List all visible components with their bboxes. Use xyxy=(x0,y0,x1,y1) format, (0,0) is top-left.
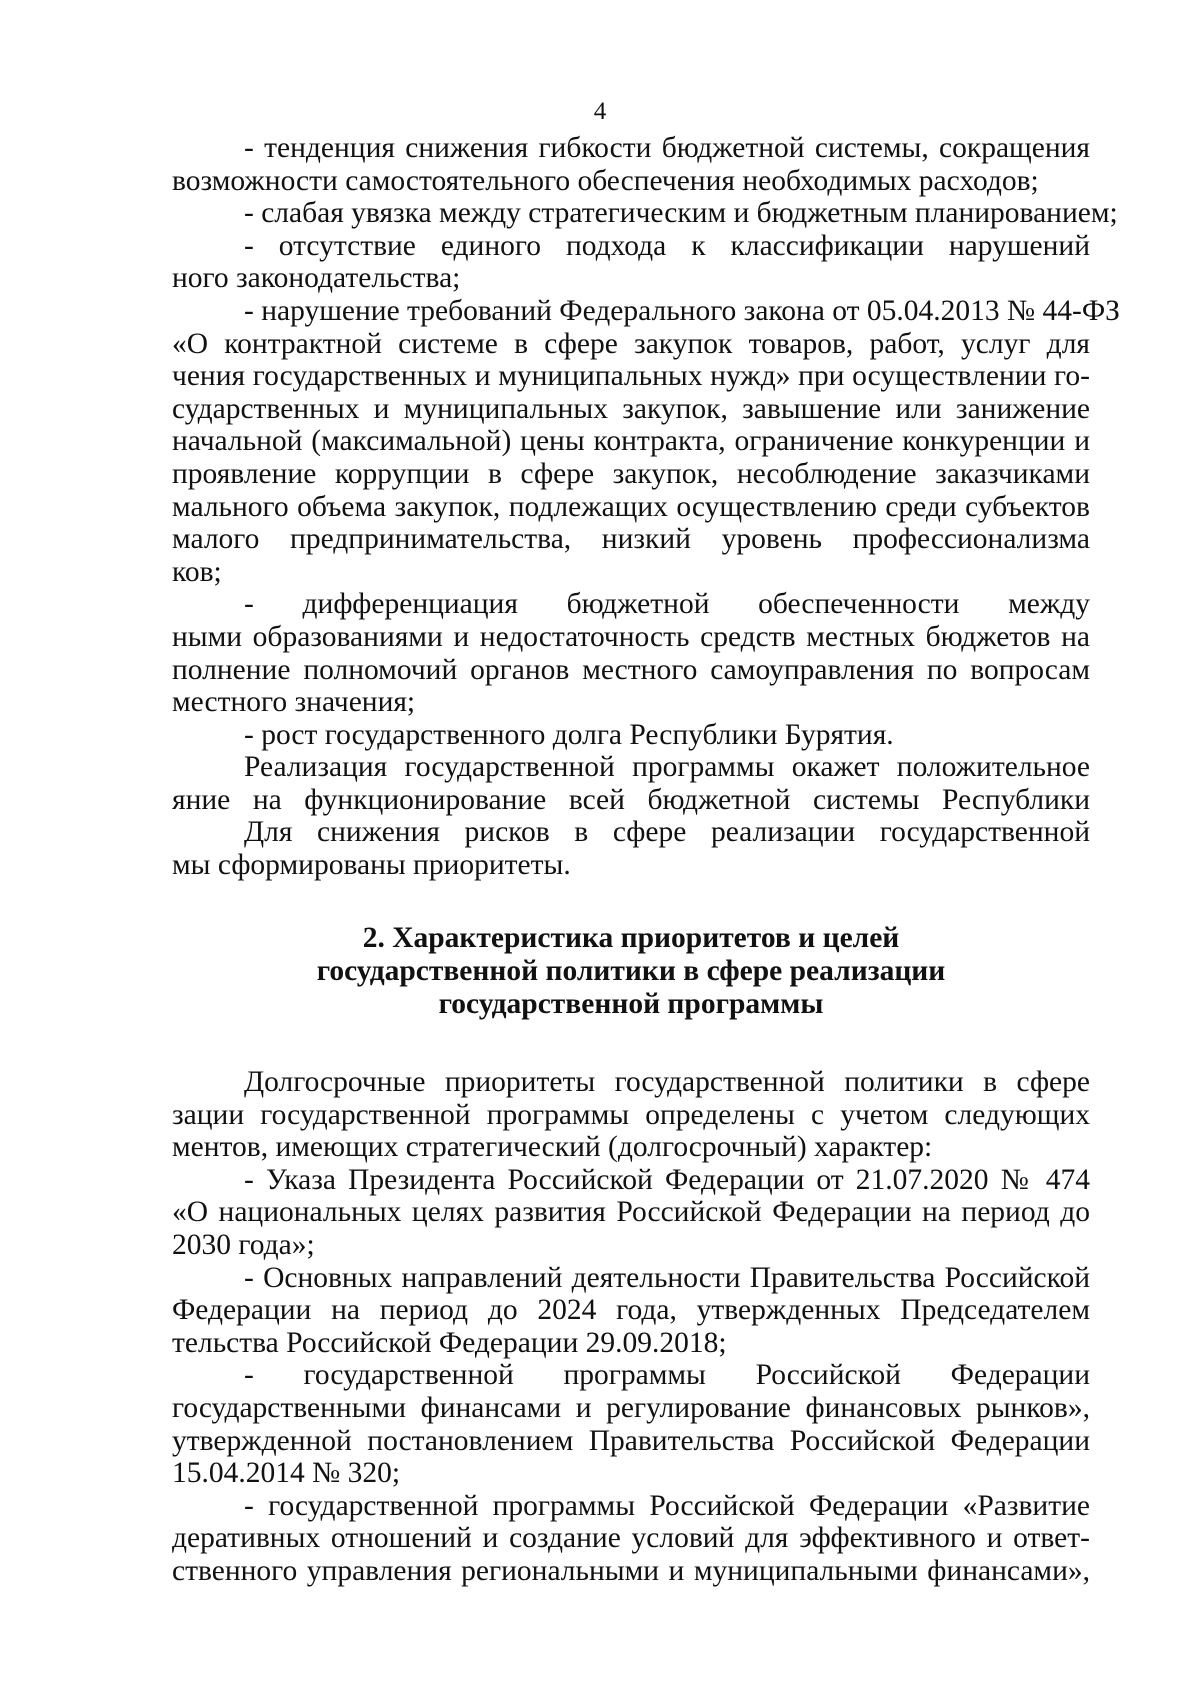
text-line: - слабая увязка между стратегическим и бюджетным планированием; xyxy=(244,197,1118,230)
text-line: - нарушение требований Федерального закона от 05.04.2013 № 44-ФЗ xyxy=(244,294,1120,327)
text-line: возможности самостоятельного обеспечения необходимых расходов; xyxy=(172,164,1039,197)
page-number: 4 xyxy=(593,98,607,125)
heading-line: государственной политики в сфере реализации xyxy=(316,955,946,987)
text-line: - тенденция снижения гибкости бюджетной системы, сокращения xyxy=(244,132,1090,164)
text-line: мального объема закупок, подлежащих осуществлению среди субъектов xyxy=(172,490,1090,523)
text-line: «О национальных целях развития Российской Федерации на период до xyxy=(172,1196,1090,1229)
text-line: ного законодательства; xyxy=(172,262,461,295)
text-line: - государственной программы Российской Федерации xyxy=(244,1359,1090,1392)
text-line: 2030 года»; xyxy=(172,1228,315,1261)
text-line: - государственной программы Российской Федерации «Развитие xyxy=(244,1489,1090,1522)
text-line: малого предпринимательства, низкий уровень профессионализма xyxy=(172,523,1090,556)
text-line: - Указа Президента Российской Федерации от 21.07.2020 № 474 xyxy=(244,1163,1090,1196)
text-line: ков; xyxy=(172,555,222,588)
text-line: сударственных и муниципальных закупок, завышение или занижение xyxy=(172,392,1090,425)
heading-line: государственной программы xyxy=(438,988,824,1020)
text-line: местного значения; xyxy=(172,686,416,719)
text-line: зации государственной программы определены с учетом следующих xyxy=(172,1098,1090,1131)
text-line: чения государственных и муниципальных нужд» при осуществлении го- xyxy=(172,360,1090,393)
text-line: деративных отношений и создание условий для эффективного и ответ- xyxy=(172,1522,1090,1555)
text-line: ментов, имеющих стратегический (долгосрочный) характер: xyxy=(172,1131,933,1164)
text-line: Для снижения рисков в сфере реализации государственной xyxy=(244,816,1090,849)
text-line: утвержденной постановлением Правительства Российской Федерации xyxy=(172,1424,1090,1457)
text-line: Федерации на период до 2024 года, утвержденных Председателем xyxy=(172,1294,1090,1327)
text-line: - отсутствие единого подхода к классификации нарушений xyxy=(244,229,1090,262)
priorities-section xyxy=(172,1066,1090,1588)
text-line: ными образованиями и недостаточность средств местных бюджетов на xyxy=(172,620,1090,653)
heading-line: 2. Характеристика приоритетов и целей xyxy=(362,922,900,954)
text-line: - рост государственного долга Республики Бурятия. xyxy=(244,718,894,751)
text-line: - дифференциация бюджетной обеспеченности между xyxy=(244,588,1090,621)
text-line: начальной (максимальной) цены контракта, ограничение конкуренции и xyxy=(172,425,1090,458)
text-line: - Основных направлений деятельности Правительства Российской xyxy=(244,1261,1090,1294)
text-line: проявление коррупции в сфере закупок, несоблюдение заказчиками xyxy=(172,457,1090,490)
text-line: Долгосрочные приоритеты государственной политики в сфере xyxy=(244,1066,1090,1098)
section-heading xyxy=(172,922,1090,1021)
text-line: ственного управления региональными и муниципальными финансами», xyxy=(172,1554,1090,1587)
text-line: «О контрактной системе в сфере закупок товаров, работ, услуг для xyxy=(172,327,1090,360)
text-line: мы сформированы приоритеты. xyxy=(172,849,571,882)
text-line: тельства Российской Федерации 29.09.2018; xyxy=(172,1326,727,1359)
text-line: полнение полномочий органов местного самоуправления по вопросам xyxy=(172,653,1090,686)
text-line: 15.04.2014 № 320; xyxy=(172,1457,401,1490)
text-line: государственными финансами и регулирование финансовых рынков», xyxy=(172,1391,1090,1424)
text-line: яние на функционирование всей бюджетной системы Республики xyxy=(172,783,1090,816)
text-line: Реализация государственной программы окажет положительное xyxy=(244,751,1090,784)
risks-section xyxy=(172,132,1120,882)
